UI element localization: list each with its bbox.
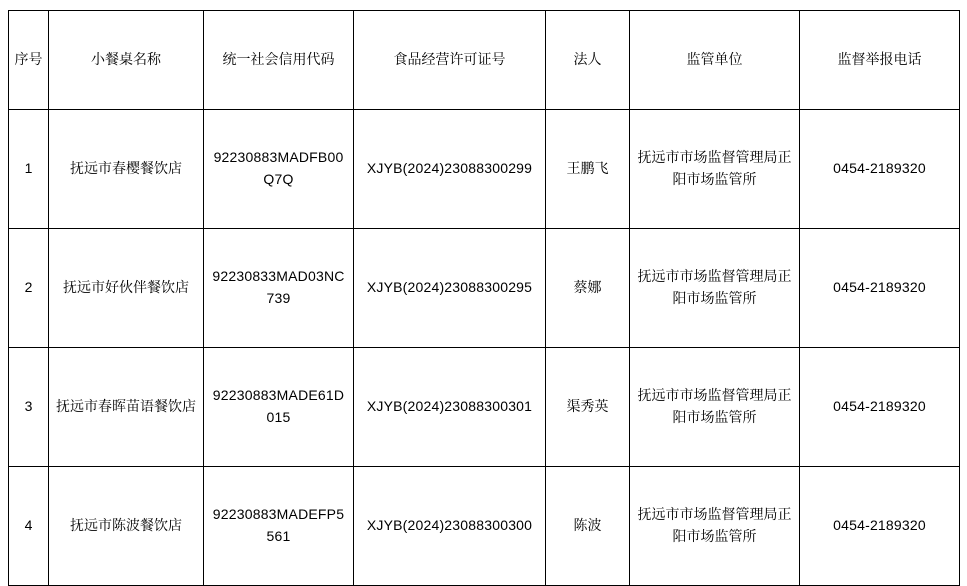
cell-phone: 0454-2189320 <box>800 229 960 348</box>
cell-legal-person: 蔡娜 <box>546 229 630 348</box>
cell-index: 4 <box>9 467 49 586</box>
cell-credit-code: 92230883MADE61D015 <box>204 348 354 467</box>
cell-legal-person: 渠秀英 <box>546 348 630 467</box>
cell-supervisor: 抚远市市场监督管理局正阳市场监管所 <box>630 467 800 586</box>
table-header <box>9 11 960 110</box>
cell-phone: 0454-2189320 <box>800 348 960 467</box>
cell-credit-code: 92230833MAD03NC739 <box>204 229 354 348</box>
table-header-row <box>9 11 960 110</box>
cell-license-no: XJYB(2024)23088300301 <box>354 348 546 467</box>
cell-supervisor: 抚远市市场监督管理局正阳市场监管所 <box>630 110 800 229</box>
cell-index: 1 <box>9 110 49 229</box>
column-header-index: 序号 <box>9 11 49 110</box>
cell-name: 抚远市春晖苗语餐饮店 <box>49 348 204 467</box>
column-header-name: 小餐桌名称 <box>49 11 204 110</box>
cell-license-no: XJYB(2024)23088300300 <box>354 467 546 586</box>
small-dining-table-registry <box>8 10 960 586</box>
cell-license-no: XJYB(2024)23088300295 <box>354 229 546 348</box>
cell-credit-code: 92230883MADFB00Q7Q <box>204 110 354 229</box>
cell-phone: 0454-2189320 <box>800 110 960 229</box>
cell-legal-person: 陈波 <box>546 467 630 586</box>
cell-name: 抚远市春樱餐饮店 <box>49 110 204 229</box>
column-header-credit-code: 统一社会信用代码 <box>204 11 354 110</box>
column-header-license-no: 食品经营许可证号 <box>354 11 546 110</box>
column-header-phone: 监督举报电话 <box>800 11 960 110</box>
cell-supervisor: 抚远市市场监督管理局正阳市场监管所 <box>630 229 800 348</box>
table-row <box>9 110 960 229</box>
table-row <box>9 229 960 348</box>
cell-name: 抚远市陈波餐饮店 <box>49 467 204 586</box>
cell-index: 2 <box>9 229 49 348</box>
column-header-supervisor: 监管单位 <box>630 11 800 110</box>
cell-credit-code: 92230883MADEFP5561 <box>204 467 354 586</box>
cell-name: 抚远市好伙伴餐饮店 <box>49 229 204 348</box>
cell-legal-person: 王鹏飞 <box>546 110 630 229</box>
table-row <box>9 348 960 467</box>
cell-phone: 0454-2189320 <box>800 467 960 586</box>
column-header-legal-person: 法人 <box>546 11 630 110</box>
cell-supervisor: 抚远市市场监督管理局正阳市场监管所 <box>630 348 800 467</box>
table-row <box>9 467 960 586</box>
cell-index: 3 <box>9 348 49 467</box>
cell-license-no: XJYB(2024)23088300299 <box>354 110 546 229</box>
table-body <box>9 110 960 586</box>
